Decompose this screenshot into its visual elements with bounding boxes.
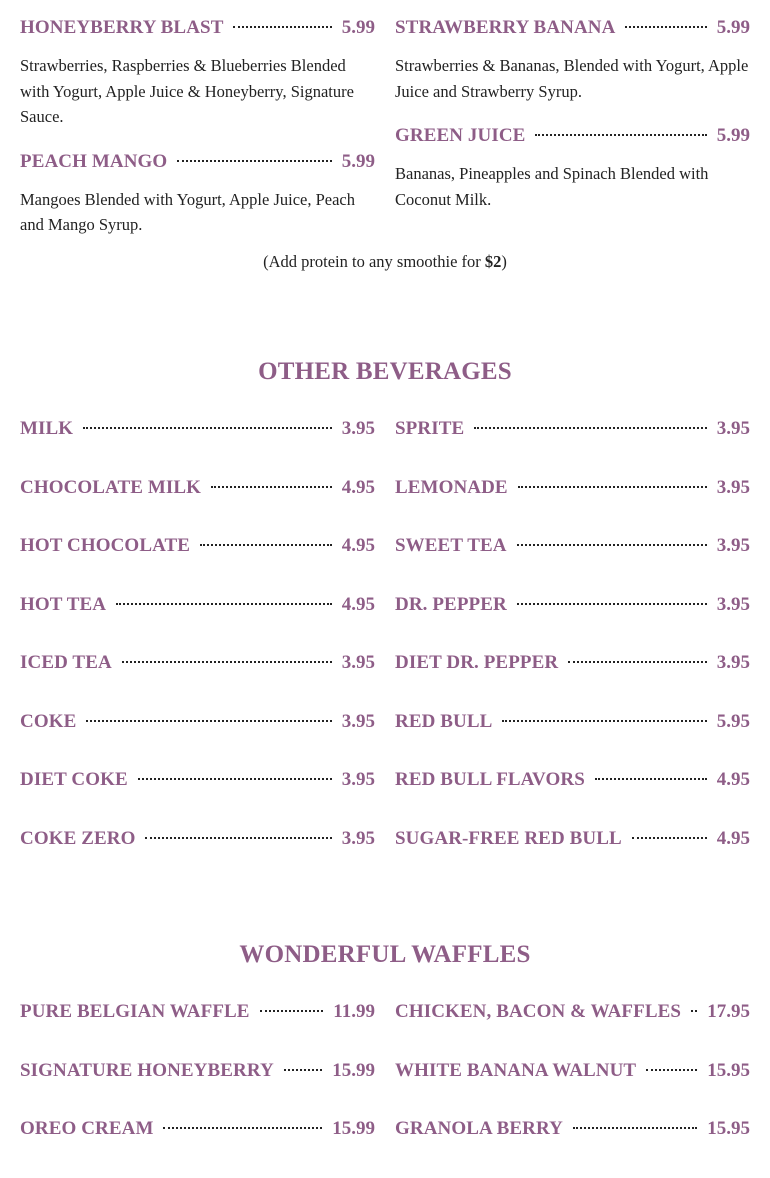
item-price: 5.99	[716, 17, 750, 38]
item-price: 4.95	[716, 827, 750, 849]
waffles-column-right	[395, 1002, 750, 1178]
menu-item	[395, 419, 750, 439]
dot-leader	[138, 778, 332, 780]
item-name: RED BULL	[395, 710, 493, 732]
item-price: 11.99	[333, 1001, 375, 1022]
protein-note	[0, 252, 770, 272]
item-name: SUGAR-FREE RED BULL	[395, 827, 622, 849]
item-price: 5.95	[716, 710, 750, 732]
item-price: 15.99	[332, 1118, 375, 1139]
menu-item	[395, 126, 750, 212]
item-price: 3.95	[341, 418, 375, 439]
item-price: 3.95	[716, 418, 750, 439]
note-price: $2	[484, 252, 502, 271]
dot-leader	[632, 837, 707, 839]
dot-leader	[284, 1069, 322, 1071]
beverages-column-left	[20, 419, 375, 887]
item-price: 3.95	[341, 710, 375, 732]
item-price: 5.99	[341, 17, 375, 38]
item-price: 4.95	[341, 593, 375, 615]
item-name: MILK	[20, 418, 74, 439]
beverages-section	[20, 419, 750, 887]
item-price: 3.95	[716, 652, 750, 673]
item-price: 3.95	[341, 827, 375, 849]
item-description: Bananas, Pineapples and Spinach Blended with Coconut Milk.	[395, 164, 709, 209]
menu-item	[20, 1119, 375, 1139]
item-description: Strawberries & Bananas, Blended with Yogurt, Apple Juice and Strawberry Syrup.	[395, 56, 749, 101]
menu-item	[395, 712, 750, 732]
note-prefix: (Add protein to any smoothie for	[263, 252, 485, 271]
menu-item	[395, 478, 750, 498]
item-price: 3.95	[716, 593, 750, 615]
dot-leader	[573, 1127, 697, 1129]
item-name: SIGNATURE HONEYBERRY	[20, 1059, 274, 1081]
dot-leader	[116, 603, 332, 605]
item-price: 4.95	[716, 769, 750, 790]
dot-leader	[691, 1010, 697, 1012]
menu-item	[20, 419, 375, 439]
menu-item	[395, 829, 750, 849]
menu-item	[20, 536, 375, 556]
item-price: 3.95	[341, 769, 375, 790]
smoothie-column-left	[20, 18, 375, 260]
dot-leader	[145, 837, 331, 839]
menu-item	[20, 653, 375, 673]
item-name: STRAWBERRY BANANA	[395, 17, 616, 38]
item-name: SWEET TEA	[395, 535, 507, 556]
menu-item	[395, 653, 750, 673]
item-price: 3.95	[716, 476, 750, 498]
dot-leader	[122, 661, 332, 663]
item-name: CHICKEN, BACON & WAFFLES	[395, 1001, 682, 1022]
note-suffix: )	[501, 252, 507, 271]
item-price: 15.99	[332, 1059, 375, 1081]
item-price: 15.95	[707, 1059, 750, 1081]
section-heading-waffles: WONDERFUL WAFFLES	[239, 941, 531, 968]
item-price: 15.95	[707, 1118, 750, 1139]
item-name: DIET COKE	[20, 769, 128, 790]
dot-leader	[517, 603, 707, 605]
item-price: 17.95	[707, 1001, 750, 1022]
dot-leader	[177, 160, 331, 162]
dot-leader	[625, 26, 706, 28]
item-name: PURE BELGIAN WAFFLE	[20, 1001, 250, 1022]
menu-item	[395, 1002, 750, 1022]
smoothie-column-right	[395, 18, 750, 260]
beverages-column-right	[395, 419, 750, 887]
item-description: Strawberries, Raspberries & Blueberries Blended with Yogurt, Apple Juice & Honeyberry, Signature Sauce.	[20, 56, 354, 126]
menu-item	[20, 1002, 375, 1022]
menu-item	[20, 1061, 375, 1081]
item-price: 4.95	[341, 535, 375, 556]
item-price: 4.95	[341, 476, 375, 498]
menu-item	[395, 770, 750, 790]
dot-leader	[163, 1127, 322, 1129]
dot-leader	[200, 544, 332, 546]
item-name: DR. PEPPER	[395, 593, 507, 615]
item-name: COKE	[20, 710, 77, 732]
dot-leader	[474, 427, 707, 429]
dot-leader	[86, 720, 331, 722]
menu-item	[395, 18, 750, 104]
dot-leader	[517, 544, 707, 546]
item-price: 5.99	[716, 125, 750, 146]
dot-leader	[211, 486, 332, 488]
item-name: OREO CREAM	[20, 1118, 154, 1139]
item-name: RED BULL FLAVORS	[395, 769, 585, 790]
item-name: GREEN JUICE	[395, 125, 526, 146]
item-name: GRANOLA BERRY	[395, 1118, 563, 1139]
menu-item	[20, 712, 375, 732]
dot-leader	[233, 26, 331, 28]
item-price: 5.99	[341, 150, 375, 172]
menu-item	[395, 1119, 750, 1139]
item-name: DIET DR. PEPPER	[395, 652, 559, 673]
item-name: HOT CHOCOLATE	[20, 535, 191, 556]
menu-item	[20, 770, 375, 790]
menu-item	[20, 18, 375, 130]
dot-leader	[535, 134, 706, 136]
item-name: WHITE BANANA WALNUT	[395, 1059, 637, 1081]
section-heading-beverages: OTHER BEVERAGES	[258, 358, 512, 385]
menu-item	[395, 595, 750, 615]
item-name: SPRITE	[395, 418, 465, 439]
dot-leader	[83, 427, 332, 429]
menu-item	[20, 478, 375, 498]
menu-item	[20, 829, 375, 849]
smoothie-section	[20, 18, 750, 260]
item-name: LEMONADE	[395, 476, 508, 498]
dot-leader	[568, 661, 707, 663]
dot-leader	[502, 720, 706, 722]
dot-leader	[518, 486, 707, 488]
item-name: HOT TEA	[20, 593, 107, 615]
dot-leader	[595, 778, 707, 780]
menu-item	[20, 152, 375, 238]
item-price: 3.95	[716, 535, 750, 556]
item-description: Mangoes Blended with Yogurt, Apple Juice, Peach and Mango Syrup.	[20, 189, 356, 234]
item-name: HONEYBERRY BLAST	[20, 17, 224, 38]
item-price: 3.95	[341, 652, 375, 673]
dot-leader	[260, 1010, 324, 1012]
dot-leader	[646, 1069, 697, 1071]
waffles-section	[20, 1002, 750, 1178]
menu-item	[20, 595, 375, 615]
waffles-column-left	[20, 1002, 375, 1178]
item-name: PEACH MANGO	[20, 150, 168, 172]
item-name: CHOCOLATE MILK	[20, 476, 202, 498]
menu-item	[395, 536, 750, 556]
item-name: COKE ZERO	[20, 827, 136, 849]
item-name: ICED TEA	[20, 652, 112, 673]
menu-item	[395, 1061, 750, 1081]
